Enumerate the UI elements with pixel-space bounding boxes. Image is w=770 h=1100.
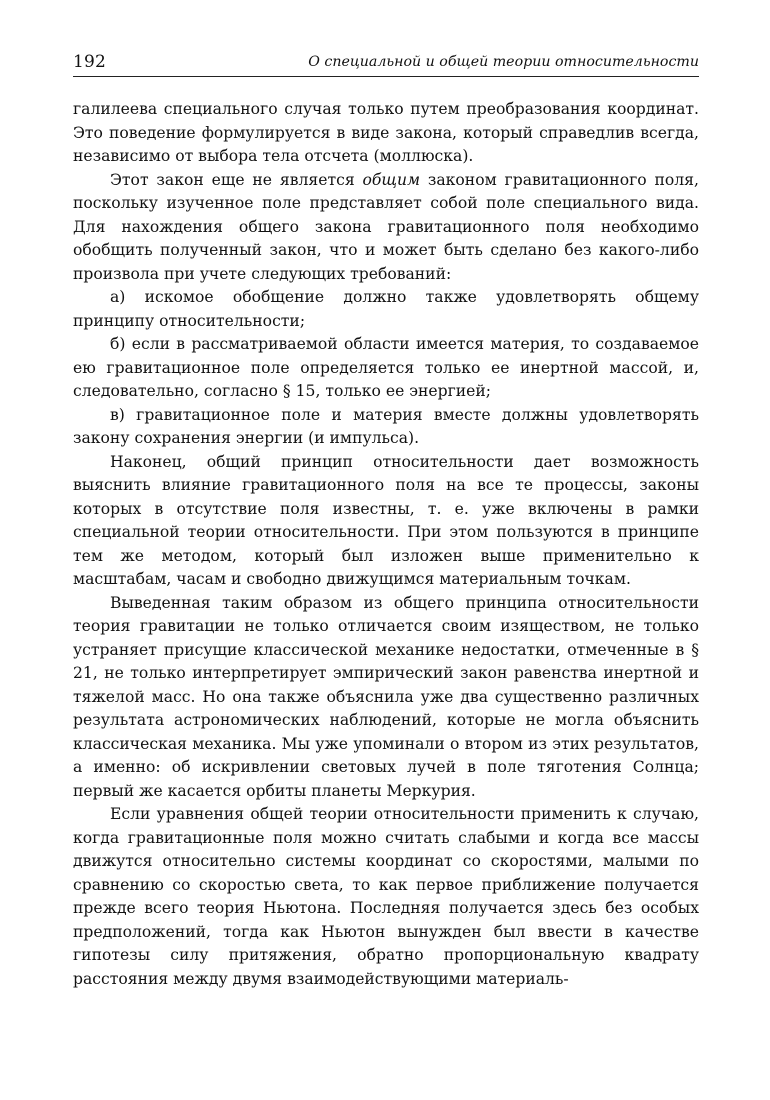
paragraph-general-law	[73, 169, 699, 287]
requirement-a: а) искомое обобщение должно также удовлетворять общему принципу относительности;	[73, 288, 699, 330]
paragraph-general-law-after: законом гравитационного поля, поскольку изученное поле представляет собой поле специального вида. Для нахождения общего закона гравитационного поля необходимо обобщить полученный закон, что и может быть сделано без какого-либо произвола при учете следующих требований:	[73, 170, 699, 283]
emphasis-word: общим	[362, 170, 421, 189]
paragraph-general-law-before: Этот закон еще не является	[110, 170, 363, 189]
running-title: О специальной и общей теории относительности	[308, 54, 699, 70]
page-header	[73, 52, 699, 77]
paragraph-newton-approximation: Если уравнения общей теории относительности применить к случаю, когда гравитационные поля можно считать слабыми и когда все массы движутся относительно системы координат со скоростями, малыми по сравнению со скоростью света, то как первое приближение получается прежде всего теория Ньютона. Последняя получается здесь без особых предположений, тогда как Ньютон вынужден был ввести в качестве гипотезы силу притяжения, обратно пропорциональную квадрату расстояния между двумя взаимодействующими материаль-	[73, 805, 699, 988]
page-number: 192	[73, 52, 107, 72]
requirement-b: б) если в рассматриваемой области имеется материя, то создаваемое ею гравитационное поле определяется только ее инертной массой, и, следовательно, согласно § 15, только ее энергией;	[73, 335, 699, 400]
paragraph-gravitation-theory: Выведенная таким образом из общего принципа относительности теория гравитации не только отличается своим изяществом, не только устраняет присущие классической механике недостатки, отмеченные в § 21, не только интерпретирует эмпирический закон равенства инертной и тяжелой масс. Но она также объяснила уже два существенно различных результата астрономических наблюдений, которые не могла объяснить классическая механика. Мы уже упоминали о втором из этих результатов, а именно: об искривлении световых лучей в поле тяготения Солнца; первый же касается орбиты планеты Меркурия.	[73, 593, 699, 800]
body-text	[73, 98, 699, 991]
paragraph-relativity-principle: Наконец, общий принцип относительности дает возможность выяснить влияние гравитационного поля на все те процессы, законы которых в отсутствие поля известны, т. е. уже включены в рамки специальной теории относительности. При этом пользуются в принципе тем же методом, который был изложен выше применительно к масштабам, часам и свободно движущимся материальным точкам.	[73, 452, 699, 588]
requirement-c: в) гравитационное поле и материя вместе должны удовлетворять закону сохранения энергии (и импульса).	[73, 405, 699, 447]
paragraph-continuation: галилеева специального случая только путем преобразования координат. Это поведение формулируется в виде закона, который справедлив всегда, независимо от выбора тела отсчета (моллюска).	[73, 100, 699, 165]
